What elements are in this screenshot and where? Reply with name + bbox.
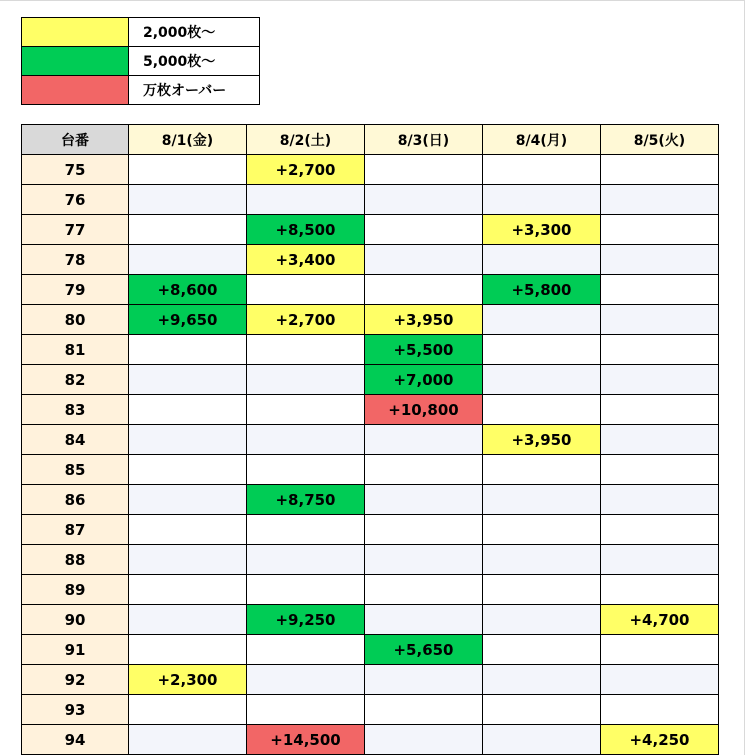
result-cell: +2,700	[247, 305, 365, 335]
empty-cell	[129, 245, 247, 275]
sheet-top-border	[0, 0, 745, 1]
empty-cell	[247, 455, 365, 485]
empty-cell	[483, 485, 601, 515]
result-cell: +4,250	[601, 725, 719, 755]
machine-number: 92	[22, 665, 129, 695]
legend-row	[22, 18, 260, 47]
machine-number: 86	[22, 485, 129, 515]
empty-cell	[129, 455, 247, 485]
result-cell: +8,600	[129, 275, 247, 305]
table-row	[22, 575, 719, 605]
empty-cell	[483, 395, 601, 425]
table-row	[22, 335, 719, 365]
empty-cell	[129, 335, 247, 365]
machine-number: 89	[22, 575, 129, 605]
machine-number: 76	[22, 185, 129, 215]
table-row	[22, 365, 719, 395]
date-header: 8/2(土)	[247, 125, 365, 155]
empty-cell	[483, 545, 601, 575]
empty-cell	[601, 155, 719, 185]
empty-cell	[601, 305, 719, 335]
machine-number: 80	[22, 305, 129, 335]
empty-cell	[601, 215, 719, 245]
result-cell: +8,500	[247, 215, 365, 245]
empty-cell	[129, 485, 247, 515]
empty-cell	[365, 545, 483, 575]
empty-cell	[247, 395, 365, 425]
result-cell: +9,650	[129, 305, 247, 335]
empty-cell	[601, 665, 719, 695]
empty-cell	[247, 185, 365, 215]
machine-number: 85	[22, 455, 129, 485]
result-cell: +2,300	[129, 665, 247, 695]
empty-cell	[129, 395, 247, 425]
result-cell: +3,950	[483, 425, 601, 455]
result-cell: +8,750	[247, 485, 365, 515]
empty-cell	[365, 275, 483, 305]
results-body	[22, 155, 719, 755]
empty-cell	[601, 635, 719, 665]
empty-cell	[247, 275, 365, 305]
empty-cell	[601, 455, 719, 485]
empty-cell	[601, 575, 719, 605]
empty-cell	[483, 245, 601, 275]
table-row	[22, 185, 719, 215]
table-row	[22, 215, 719, 245]
empty-cell	[365, 425, 483, 455]
table-row	[22, 635, 719, 665]
table-row	[22, 275, 719, 305]
machine-number: 94	[22, 725, 129, 755]
empty-cell	[129, 695, 247, 725]
date-header: 8/5(火)	[601, 125, 719, 155]
table-row	[22, 545, 719, 575]
empty-cell	[247, 335, 365, 365]
empty-cell	[247, 425, 365, 455]
empty-cell	[365, 725, 483, 755]
empty-cell	[601, 395, 719, 425]
empty-cell	[129, 515, 247, 545]
machine-number: 82	[22, 365, 129, 395]
legend-swatch-red	[22, 76, 129, 105]
empty-cell	[365, 215, 483, 245]
machine-number: 84	[22, 425, 129, 455]
result-cell: +3,300	[483, 215, 601, 245]
empty-cell	[129, 545, 247, 575]
table-row	[22, 155, 719, 185]
table-row	[22, 665, 719, 695]
empty-cell	[129, 185, 247, 215]
table-row	[22, 725, 719, 755]
result-cell: +4,700	[601, 605, 719, 635]
result-cell: +14,500	[247, 725, 365, 755]
empty-cell	[483, 575, 601, 605]
empty-cell	[483, 515, 601, 545]
empty-cell	[129, 365, 247, 395]
table-row	[22, 455, 719, 485]
result-cell: +3,400	[247, 245, 365, 275]
table-row	[22, 605, 719, 635]
empty-cell	[483, 665, 601, 695]
machine-number: 83	[22, 395, 129, 425]
empty-cell	[365, 575, 483, 605]
empty-cell	[601, 695, 719, 725]
color-legend	[21, 17, 260, 105]
empty-cell	[483, 335, 601, 365]
result-cell: +7,000	[365, 365, 483, 395]
empty-cell	[601, 425, 719, 455]
empty-cell	[247, 575, 365, 605]
empty-cell	[247, 665, 365, 695]
empty-cell	[129, 575, 247, 605]
machine-number: 81	[22, 335, 129, 365]
empty-cell	[483, 725, 601, 755]
table-row	[22, 425, 719, 455]
machine-number: 88	[22, 545, 129, 575]
empty-cell	[483, 365, 601, 395]
empty-cell	[483, 635, 601, 665]
empty-cell	[483, 605, 601, 635]
machine-number: 91	[22, 635, 129, 665]
machine-number: 87	[22, 515, 129, 545]
legend-row	[22, 76, 260, 105]
empty-cell	[365, 185, 483, 215]
result-cell: +3,950	[365, 305, 483, 335]
empty-cell	[247, 695, 365, 725]
empty-cell	[129, 605, 247, 635]
empty-cell	[129, 425, 247, 455]
table-row	[22, 305, 719, 335]
empty-cell	[601, 335, 719, 365]
empty-cell	[483, 305, 601, 335]
empty-cell	[601, 185, 719, 215]
result-cell: +9,250	[247, 605, 365, 635]
date-header: 8/3(日)	[365, 125, 483, 155]
empty-cell	[601, 275, 719, 305]
empty-cell	[365, 515, 483, 545]
legend-swatch-yellow	[22, 18, 129, 47]
machine-number-header: 台番	[22, 125, 129, 155]
empty-cell	[129, 215, 247, 245]
empty-cell	[483, 455, 601, 485]
result-cell: +10,800	[365, 395, 483, 425]
legend-swatch-green	[22, 47, 129, 76]
results-table	[21, 124, 719, 755]
table-row	[22, 395, 719, 425]
table-row	[22, 515, 719, 545]
empty-cell	[365, 605, 483, 635]
empty-cell	[247, 365, 365, 395]
table-row	[22, 485, 719, 515]
empty-cell	[129, 155, 247, 185]
date-header: 8/1(金)	[129, 125, 247, 155]
machine-number: 78	[22, 245, 129, 275]
machine-number: 79	[22, 275, 129, 305]
empty-cell	[247, 635, 365, 665]
header-row	[22, 125, 719, 155]
result-cell: +2,700	[247, 155, 365, 185]
empty-cell	[365, 485, 483, 515]
empty-cell	[247, 515, 365, 545]
legend-label: 5,000枚～	[129, 47, 260, 76]
machine-number: 90	[22, 605, 129, 635]
machine-number: 77	[22, 215, 129, 245]
machine-number: 75	[22, 155, 129, 185]
empty-cell	[129, 725, 247, 755]
empty-cell	[601, 245, 719, 275]
result-cell: +5,500	[365, 335, 483, 365]
empty-cell	[365, 695, 483, 725]
table-row	[22, 695, 719, 725]
empty-cell	[365, 665, 483, 695]
table-row	[22, 245, 719, 275]
empty-cell	[129, 635, 247, 665]
result-cell: +5,800	[483, 275, 601, 305]
empty-cell	[601, 545, 719, 575]
empty-cell	[601, 365, 719, 395]
date-header: 8/4(月)	[483, 125, 601, 155]
empty-cell	[365, 245, 483, 275]
legend-label: 2,000枚～	[129, 18, 260, 47]
legend-label: 万枚オーバー	[129, 76, 260, 105]
empty-cell	[483, 155, 601, 185]
legend-row	[22, 47, 260, 76]
machine-number: 93	[22, 695, 129, 725]
result-cell: +5,650	[365, 635, 483, 665]
empty-cell	[365, 455, 483, 485]
empty-cell	[365, 155, 483, 185]
empty-cell	[483, 695, 601, 725]
empty-cell	[483, 185, 601, 215]
empty-cell	[601, 515, 719, 545]
empty-cell	[247, 545, 365, 575]
empty-cell	[601, 485, 719, 515]
